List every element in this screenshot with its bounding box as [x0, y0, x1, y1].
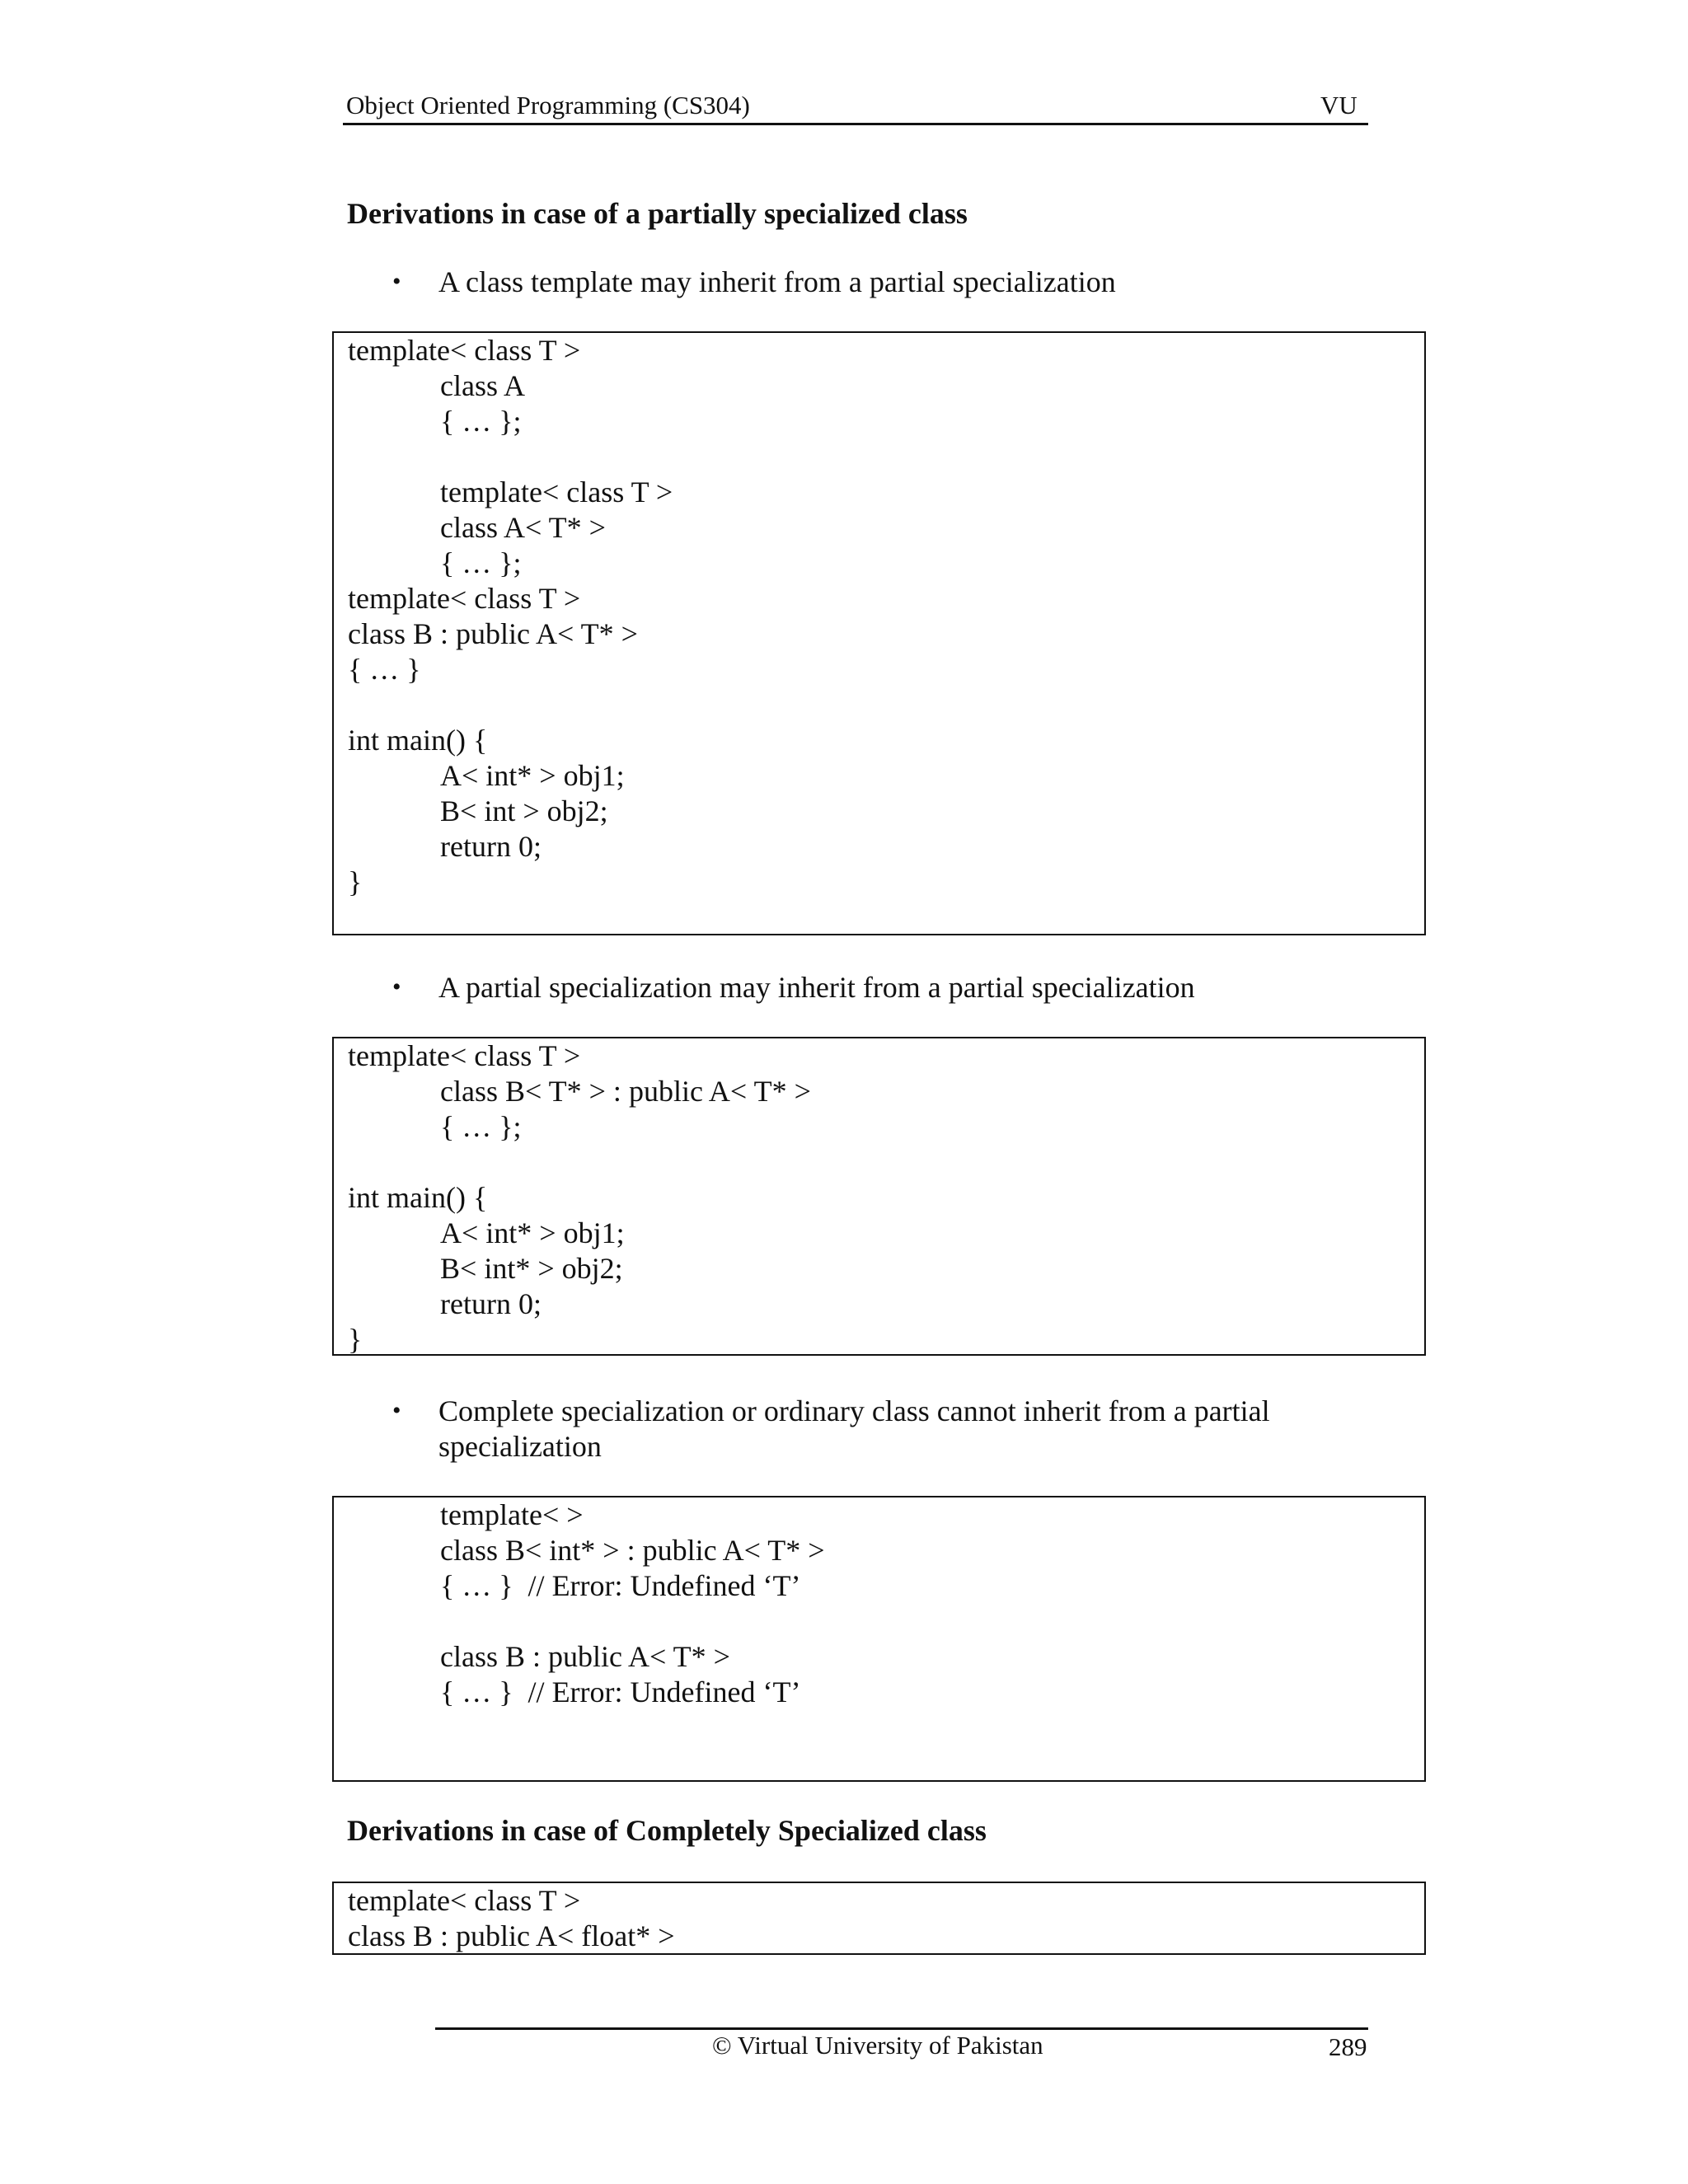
code-line: class A [440, 369, 525, 402]
code-line: { … }; [440, 405, 522, 438]
code-line: B< int* > obj2; [440, 1252, 623, 1285]
footer-copyright: © Virtual University of Pakistan [712, 2031, 1043, 2060]
bullet-icon: • [392, 973, 401, 1001]
code-line: class B : public A< T* > [348, 617, 638, 650]
code-line: template< class T > [440, 476, 673, 509]
footer-rule [435, 2027, 1368, 2030]
page-number: 289 [1329, 2032, 1367, 2061]
bullet-icon: • [392, 268, 401, 295]
section-heading-partial: Derivations in case of a partially specialized class [347, 197, 968, 230]
code-line: template< class T > [348, 1039, 581, 1072]
code-line: int main() { [348, 724, 488, 757]
header-title: Object Oriented Programming (CS304) [346, 91, 750, 120]
code-line: { … } // Error: Undefined ‘T’ [440, 1569, 801, 1602]
section-heading-complete: Derivations in case of Completely Specialized class [347, 1814, 987, 1847]
code-line: class B : public A< T* > [440, 1640, 730, 1673]
code-line: template< class T > [348, 582, 581, 615]
code-line: A< int* > obj1; [440, 759, 625, 792]
code-line: return 0; [440, 1287, 542, 1320]
bullet-item [392, 1393, 1464, 1465]
code-box-4 [332, 1882, 1426, 1955]
bullet-item [392, 264, 1464, 300]
code-box-2 [332, 1037, 1426, 1356]
bullet-text: Complete specialization or ordinary class cannot inherit from a partial [438, 1394, 1270, 1427]
code-line: { … } [348, 653, 421, 686]
code-box-3 [332, 1496, 1426, 1782]
code-line: { … }; [440, 546, 522, 579]
code-line: class B : public A< float* > [348, 1919, 675, 1952]
bullet-text-continued: specialization [438, 1430, 602, 1463]
header-vu: VU [1320, 91, 1357, 120]
bullet-icon: • [392, 1397, 401, 1424]
code-box-1 [332, 331, 1426, 935]
code-line: A< int* > obj1; [440, 1216, 625, 1249]
code-line: { … }; [440, 1110, 522, 1143]
bullet-item [392, 969, 1464, 1005]
code-line: template< class T > [348, 334, 581, 367]
code-line: } [348, 1323, 363, 1356]
code-line: class B< T* > : public A< T* > [440, 1075, 811, 1108]
code-line: template< > [440, 1498, 584, 1531]
code-line: } [348, 865, 363, 898]
code-line: template< class T > [348, 1884, 581, 1917]
code-line: class A< T* > [440, 511, 606, 544]
code-line: class B< int* > : public A< T* > [440, 1534, 825, 1567]
header-rule [343, 123, 1368, 125]
bullet-text: A class template may inherit from a partial specialization [438, 265, 1116, 298]
code-line: { … } // Error: Undefined ‘T’ [440, 1675, 801, 1708]
code-line: B< int > obj2; [440, 794, 608, 827]
bullet-text: A partial specialization may inherit from a partial specialization [438, 971, 1195, 1004]
code-line: return 0; [440, 830, 542, 863]
code-line: int main() { [348, 1181, 488, 1214]
